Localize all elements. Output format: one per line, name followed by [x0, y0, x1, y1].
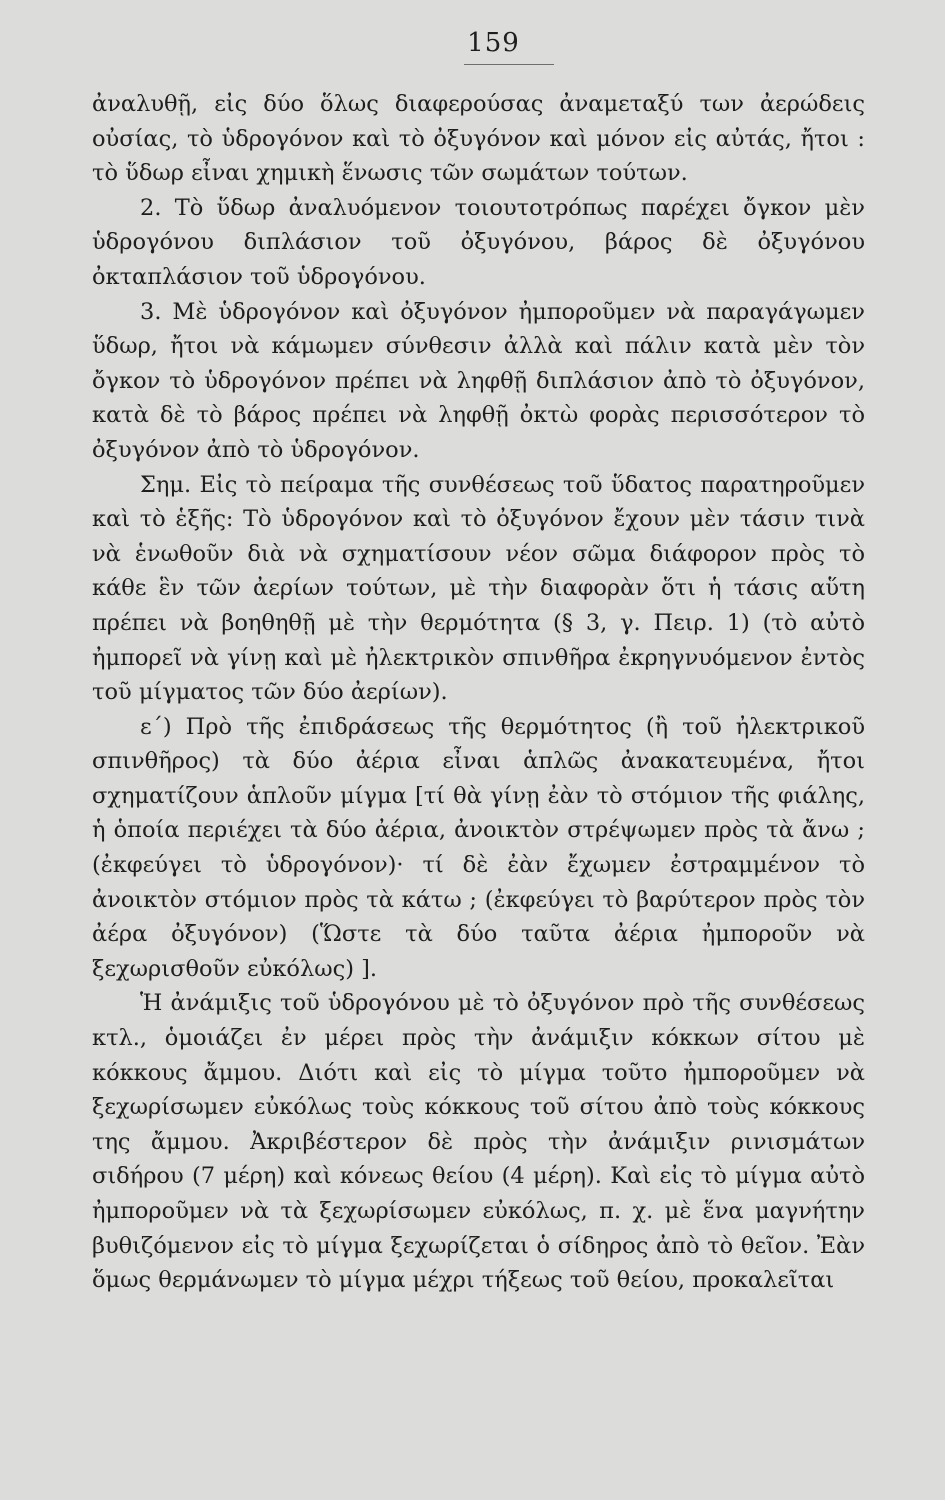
- paragraph-water-analysis: ἀναλυθῇ, εἰς δύο ὅλως διαφερούσας ἀναμεταξύ των ἀερώδεις οὐσίας, τὸ ὑδρογόνον καὶ τὸ ὀξυγόνον καὶ μόνον εἰς αὐτάς, ἤτοι : τὸ ὕδωρ εἶναι χημικὴ ἕνωσις τῶν σωμάτων τούτων.: [92, 91, 865, 187]
- paragraph-e-heat-effect: ε΄) Πρὸ τῆς ἐπιδράσεως τῆς θερμότητος (ἢ τοῦ ἠλεκτρικοῦ σπινθῆρος) τὰ δύο ἀέρια εἶναι ἁπλῶς ἀνακατευμένα, ἤτοι σχηματίζουν ἁπλοῦν μίγμα [τί θὰ γίνῃ ἐὰν τὸ στόμιον τῆς φιάλης, ἡ ὁποία περιέχει τὰ δύο ἀέρια, ἀνοικτὸν στρέψωμεν πρὸς τὰ ἄνω ; (ἐκφεύγει τὸ ὑδρογόνον)· τί δὲ ἐὰν ἔχωμεν ἐστραμμένον τὸ ἀνοικτὸν στόμιον πρὸς τὰ κάτω ; (ἐκφεύγει τὸ βαρύτερον πρὸς τὸν ἀέρα ὀξυγόνον) (Ὥστε τὰ δύο ταῦτα ἀέρια ἠμποροῦν νὰ ξεχωρισθοῦν εὐκόλως) ].: [92, 713, 865, 982]
- paragraph-point-2: 2. Τὸ ὕδωρ ἀναλυόμενον τοιουτοτρόπως παρέχει ὄγκον μὲν ὑδρογόνου διπλάσιον τοῦ ὀξυγόνου, βάρος δὲ ὀξυγόνου ὀκταπλάσιον τοῦ ὑδρογόνου.: [92, 194, 865, 290]
- paragraph-note: Σημ. Εἰς τὸ πείραμα τῆς συνθέσεως τοῦ ὕδατος παρατηροῦμεν καὶ τὸ ἑξῆς: Τὸ ὑδρογόνον καὶ τὸ ὀξυγόνον ἔχουν μὲν τάσιν τινὰ νὰ ἑνωθοῦν διὰ νὰ σχηματίσουν νέον σῶμα διάφορον πρὸς τὸ κάθε ἓν τῶν ἀερίων τούτων, μὲ τὴν διαφορὰν ὅτι ἡ τάσις αὕτη πρέπει νὰ βοηθηθῇ μὲ τὴν θερμότητα (§ 3, γ. Πειρ. 1) (τὸ αὐτὸ ἠμπορεῖ νὰ γίνῃ καὶ μὲ ἠλεκτρικὸν σπινθῆρα ἐκρηγνυόμενον ἐντὸς τοῦ μίγματος τῶν δύο ἀερίων).: [92, 471, 865, 706]
- paragraph-point-3: 3. Μὲ ὑδρογόνον καὶ ὀξυγόνον ἠμποροῦμεν νὰ παραγάγωμεν ὕδωρ, ἤτοι νὰ κάμωμεν σύνθεσιν ἀλλὰ καὶ πάλιν κατὰ μὲν τὸν ὄγκον τὸ ὑδρογόνον πρέπει νὰ ληφθῇ διπλάσιον ἀπὸ τὸ ὀξυγόνον, κατὰ δὲ τὸ βάρος πρέπει νὰ ληφθῇ ὀκτὼ φορὰς περισσότερον τὸ ὀξυγόνον ἀπὸ τὸ ὑδρογόνον.: [92, 298, 865, 463]
- paragraph-mixture-analogy: Ἡ ἀνάμιξις τοῦ ὑδρογόνου μὲ τὸ ὀξυγόνον πρὸ τῆς συνθέσεως κτλ., ὁμοιάζει ἐν μέρει πρὸς τὴν ἀνάμιξιν κόκκων σίτου μὲ κόκκους ἄμμου. Διότι καὶ εἰς τὸ μίγμα τοῦτο ἠμποροῦμεν νὰ ξεχωρίσωμεν εὐκόλως τοὺς κόκκους τοῦ σίτου ἀπὸ τοὺς κόκκους της ἄμμου. Ἀκριβέστερον δὲ πρὸς τὴν ἀνάμιξιν ρινισμάτων σιδήρου (7 μέρη) καὶ κόνεως θείου (4 μέρη). Καὶ εἰς τὸ μίγμα αὐτὸ ἠμποροῦμεν νὰ τὰ ξεχωρίσωμεν εὐκόλως, π. χ. μὲ ἕνα μαγνήτην βυθιζόμενον εἰς τὸ μίγμα ξεχωρίζεται ὁ σίδηρος ἀπὸ τὸ θεῖον. Ἐὰν ὅμως θερμάνωμεν τὸ μίγμα μέχρι τήξεως τοῦ θείου, προκαλεῖται: [92, 990, 865, 1294]
- page-number-rule: [464, 64, 554, 65]
- page-number: 159: [467, 28, 520, 58]
- body-text: [92, 87, 865, 1298]
